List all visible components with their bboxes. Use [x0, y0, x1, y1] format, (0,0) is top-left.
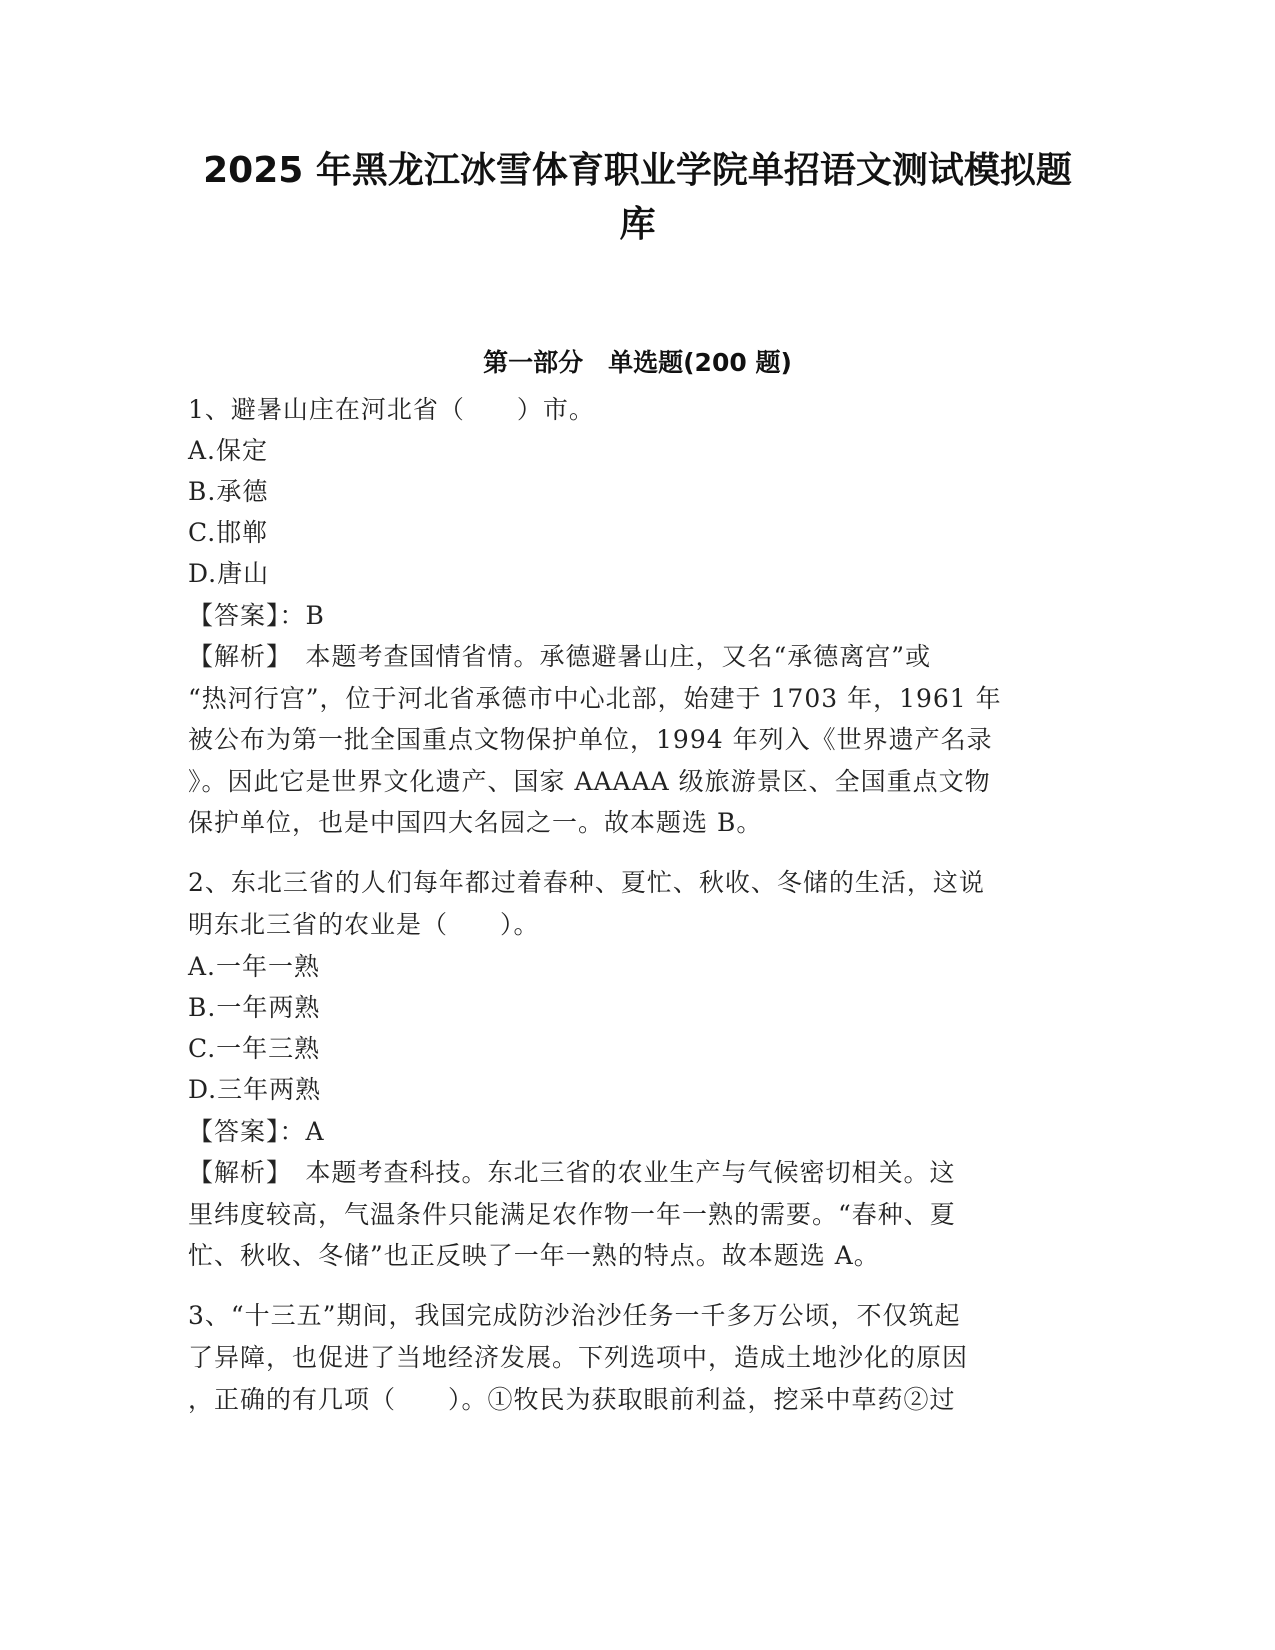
question-1-option-d: D.唐山	[188, 559, 270, 588]
question-2-option-a: A.一年一熟	[188, 952, 321, 981]
question-1-analysis-line: “热河行宫”，位于河北省承德市中心北部，始建于 1703 年，1961 年	[188, 684, 1002, 713]
question-2-stem: 2、东北三省的人们每年都过着春种、夏忙、秋收、冬储的生活，这说	[188, 868, 985, 897]
question-2-analysis-line: 忙、秋收、冬储”也正反映了一年一熟的特点。故本题选 A。	[188, 1241, 880, 1270]
question-1-analysis-line: 被公布为第一批全国重点文物保护单位，1994 年列入《世界遗产名录	[188, 725, 993, 754]
question-1-answer: 【答案】：B	[188, 601, 325, 630]
question-1-option-c: C.邯郸	[188, 518, 269, 547]
question-3-stem: 了异障，也促进了当地经济发展。下列选项中，造成土地沙化的原因	[188, 1343, 969, 1372]
title-line-2: 库	[619, 204, 656, 245]
document-title	[140, 144, 1135, 252]
question-2-analysis-line: 【解析】 本题考查科技。东北三省的农业生产与气候密切相关。这	[188, 1158, 956, 1187]
question-3-stem: ，正确的有几项（ ）。①牧民为获取眼前利益，挖采中草药②过	[188, 1385, 956, 1414]
question-1-analysis-line: 【解析】 本题考查国情省情。承德避暑山庄，又名“承德离宫”或	[188, 642, 932, 671]
question-2-answer: 【答案】：A	[188, 1117, 325, 1146]
title-line-1: 2025 年黑龙江冰雪体育职业学院单招语文测试模拟题	[203, 150, 1072, 191]
question-2-option-b: B.一年两熟	[188, 993, 321, 1022]
question-2-option-c: C.一年三熟	[188, 1034, 321, 1063]
section-title: 第一部分 单选题(200 题)	[483, 348, 792, 377]
question-1-analysis-line: 》。因此它是世界文化遗产、国家 AAAAA 级旅游景区、全国重点文物	[188, 767, 991, 796]
question-2-option-d: D.三年两熟	[188, 1075, 322, 1104]
question-1-option-a: A.保定	[188, 436, 269, 465]
question-1-analysis-line: 保护单位，也是中国四大名园之一。故本题选 B。	[188, 808, 763, 837]
question-1-stem: 1、避暑山庄在河北省（ ）市。	[188, 395, 595, 424]
question-2-stem: 明东北三省的农业是（ ）。	[188, 910, 540, 939]
question-2-analysis-line: 里纬度较高，气温条件只能满足农作物一年一熟的需要。“春种、夏	[188, 1200, 956, 1229]
question-3-stem: 3、“十三五”期间，我国完成防沙治沙任务一千多万公顷，不仅筑起	[188, 1301, 961, 1330]
question-1-option-b: B.承德	[188, 477, 269, 506]
